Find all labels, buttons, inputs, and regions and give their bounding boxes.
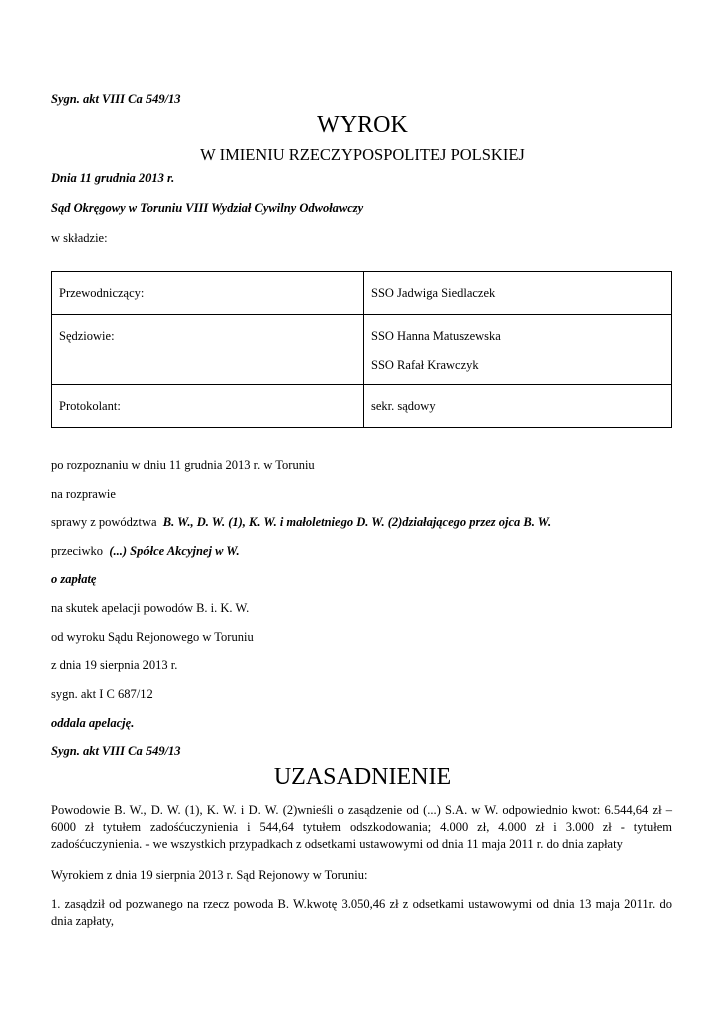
defendant-line xyxy=(51,544,240,559)
case-parties-line xyxy=(51,515,551,530)
plaintiffs: B. W., D. W. (1), K. W. i małoletniego D. W. (2)działającego przez ojca B. W. xyxy=(162,515,552,529)
case-reference-2: Sygn. akt VIII Ca 549/13 xyxy=(51,744,181,758)
ruling: oddala apelację. xyxy=(51,716,135,730)
table-row xyxy=(52,315,672,385)
judges-cell xyxy=(364,315,672,385)
case-reference: Sygn. akt VIII Ca 549/13 xyxy=(51,92,181,106)
clerk-label: Protokolant: xyxy=(52,385,364,428)
against-prefix: przeciwko xyxy=(51,544,104,558)
composition-label: w składzie: xyxy=(51,231,108,245)
justification-paragraph: Powodowie B. W., D. W. (1), K. W. i D. W. (2)wnieśli o zasądzenie od (...) S.A. w W. odpowiednio kwot: 6.544,64 zł – 6000 zł tytułem zadośćuczynienia i 544,64 tytułem odszkodowania; 4.000 zł, 4.000 zł i 3.000 zł - tytułem zadośćuczynienia. - we wszystkich przypadkach z odsetkami ustawowymi od dnia 11 maja 2011 r. do dnia zapłaty xyxy=(51,803,672,851)
hearing-type: na rozprawie xyxy=(51,487,116,501)
judgment-date: Dnia 11 grudnia 2013 r. xyxy=(51,171,175,185)
case-prefix: sprawy z powództwa xyxy=(51,515,157,529)
court-name: Sąd Okręgowy w Toruniu VIII Wydział Cywilny Odwoławczy xyxy=(51,201,364,215)
hearing-line: po rozpoznaniu w dniu 11 grudnia 2013 r. w Toruniu xyxy=(51,458,315,472)
table-row xyxy=(52,385,672,428)
table-row xyxy=(52,272,672,315)
document-title: WYROK xyxy=(317,112,408,138)
composition-table xyxy=(51,271,672,428)
judge-name: SSO Hanna Matuszewska xyxy=(371,329,501,343)
case-subject: o zapłatę xyxy=(51,572,97,586)
clerk-value: sekr. sądowy xyxy=(364,385,672,428)
appeal-line: na skutek apelacji powodów B. i. K. W. xyxy=(51,601,250,615)
judges-label: Sędziowie: xyxy=(52,315,364,385)
lower-judgment-date: z dnia 19 sierpnia 2013 r. xyxy=(51,658,178,672)
justification-paragraph: Wyrokiem z dnia 19 sierpnia 2013 r. Sąd Rejonowy w Toruniu: xyxy=(51,868,368,882)
defendant: (...) Spółce Akcyjnej w W. xyxy=(109,544,240,558)
lower-court-line: od wyroku Sądu Rejonowego w Toruniu xyxy=(51,630,254,644)
justification-heading: UZASADNIENIE xyxy=(273,764,452,790)
presiding-label: Przewodniczący: xyxy=(52,272,364,315)
presiding-value: SSO Jadwiga Siedlaczek xyxy=(364,272,672,315)
document-subtitle: W IMIENIU RZECZYPOSPOLITEJ POLSKIEJ xyxy=(200,145,525,164)
judge-name: SSO Rafał Krawczyk xyxy=(371,358,479,372)
lower-case-ref: sygn. akt I C 687/12 xyxy=(51,687,153,701)
justification-paragraph: 1. zasądził od pozwanego na rzecz powoda B. W.kwotę 3.050,46 zł z odsetkami ustawowymi od dnia 13 maja 2011r. do dnia zapłaty, xyxy=(51,897,672,928)
